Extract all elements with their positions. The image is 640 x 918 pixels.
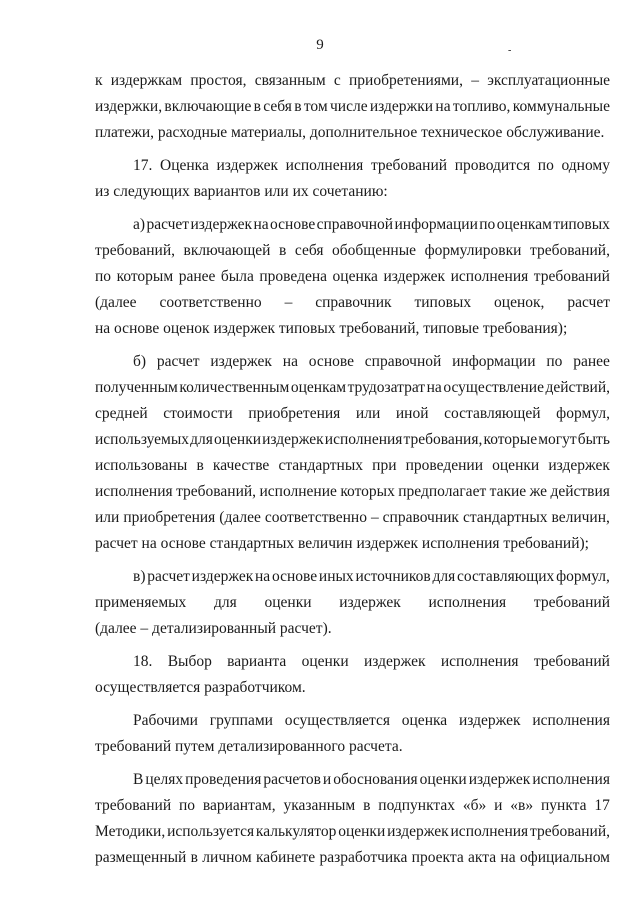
text-word: справочной — [316, 216, 394, 233]
text-word: официальном — [519, 849, 610, 866]
text-word: которых — [340, 483, 395, 500]
text-word: варианта — [227, 653, 287, 670]
text-word: иных — [318, 568, 354, 585]
text-word: включающие — [164, 98, 252, 115]
text-word: требований — [533, 268, 610, 285]
text-word: личном — [202, 849, 252, 866]
text-word: требований — [95, 797, 172, 814]
text-word: издержек — [387, 823, 449, 840]
text-word: исполнение — [259, 483, 337, 500]
text-line — [95, 819, 610, 845]
text-word: по — [537, 157, 554, 174]
text-word: – — [284, 294, 293, 311]
text-word: издержек — [191, 568, 254, 585]
text-word: оценка — [332, 268, 378, 285]
text-word: издержек — [383, 268, 446, 285]
text-word: на — [253, 216, 269, 233]
text-word: оценки — [264, 594, 312, 611]
text-word: исполнения — [532, 771, 610, 788]
text-word: и — [322, 771, 332, 788]
text-word: издержки — [369, 98, 434, 115]
text-word: составляющей — [444, 405, 541, 422]
text-word: которым — [116, 268, 174, 285]
text-word: В — [133, 771, 144, 788]
text-word: топливо, — [452, 98, 511, 115]
text-word: требований путем детализированного расчета. — [95, 738, 403, 755]
text-word: или — [95, 509, 120, 526]
text-word: требований, — [529, 242, 610, 259]
text-word: размещенный — [95, 849, 187, 866]
text-word: на — [282, 353, 298, 370]
text-word: исполнения — [428, 594, 507, 611]
text-word: а) — [133, 216, 146, 233]
text-word: справочник — [315, 294, 392, 311]
text-word: расчет — [146, 216, 190, 233]
text-word: используемых — [95, 431, 190, 448]
text-word: издержек — [190, 216, 253, 233]
text-word: исполнения — [450, 268, 529, 285]
text-word: Выбор — [167, 653, 212, 670]
text-word: на — [255, 568, 271, 585]
text-line — [95, 479, 610, 505]
text-word: могут — [538, 431, 577, 448]
text-word: приобретениями, — [349, 72, 463, 89]
text-word: Оценка — [160, 157, 209, 174]
text-word: том — [303, 98, 328, 115]
text-word: указанным — [283, 797, 356, 814]
text-word: в — [294, 98, 302, 115]
text-word: для — [432, 568, 456, 585]
text-word: издержек — [262, 431, 324, 448]
text-word: расчет на основе стандартных величин издержек исполнения требований); — [95, 535, 589, 552]
text-word: по — [479, 216, 496, 233]
text-word: расчет — [147, 568, 190, 585]
text-word: требований, — [176, 483, 257, 500]
text-word: оценки — [492, 457, 540, 474]
text-word: – — [471, 72, 479, 89]
text-line — [95, 316, 610, 342]
text-word: обобщенные — [332, 242, 417, 259]
text-word: издержек — [339, 594, 401, 611]
text-word: (далее — [95, 294, 137, 311]
text-word: приобретения — [123, 509, 216, 526]
text-word: типовых — [553, 216, 610, 233]
text-word: осуществление — [443, 379, 544, 396]
text-word: количественным — [179, 379, 290, 396]
text-word: исполнения — [324, 431, 403, 448]
text-word: оценкам — [290, 379, 347, 396]
text-word: информации — [452, 353, 536, 370]
text-word: числе — [329, 98, 368, 115]
text-line — [95, 708, 610, 734]
body-text — [95, 68, 610, 871]
text-word: платежи, расходные материалы, дополнительное техническое обслуживание. — [95, 124, 605, 141]
text-word: проводится — [454, 157, 531, 174]
text-word: которые — [483, 431, 538, 448]
text-line — [95, 238, 610, 264]
text-word: справочной — [364, 353, 442, 370]
text-word: «б» — [462, 797, 487, 814]
text-word: эксплуатационные — [487, 72, 610, 89]
text-word: одному — [561, 157, 610, 174]
text-word: соответственно — [159, 294, 262, 311]
text-word: требования, — [403, 431, 483, 448]
text-word: оценки — [301, 653, 349, 670]
text-word: требований — [370, 157, 448, 174]
text-word: (далее – детализированный расчет). — [95, 620, 332, 637]
text-line — [95, 564, 610, 590]
text-line — [95, 649, 610, 675]
text-word: в — [196, 457, 204, 474]
text-word: коммунальные — [512, 98, 610, 115]
text-word: издержек — [468, 771, 531, 788]
text-word: издержек — [363, 653, 426, 670]
text-word: по — [178, 797, 196, 814]
text-word: для — [190, 431, 213, 448]
text-word: требований — [533, 653, 610, 670]
text-word: на основе оценок издержек типовых требований, типовые требования); — [95, 320, 568, 337]
text-word: оценок, — [494, 294, 545, 311]
text-word: такие — [489, 483, 527, 500]
text-line — [95, 153, 610, 179]
text-word: б) — [133, 353, 147, 370]
text-word: подпунктах — [378, 797, 456, 814]
text-word: целях — [145, 771, 184, 788]
text-line — [95, 427, 610, 453]
text-word: на — [426, 379, 442, 396]
text-word: оценка — [401, 712, 448, 729]
text-word: связанным — [254, 72, 326, 89]
text-word: группами — [209, 712, 273, 729]
text-word: качестве — [212, 457, 270, 474]
text-word: использованы — [95, 457, 188, 474]
text-word: издержек — [216, 157, 279, 174]
text-word: расчет — [156, 353, 200, 370]
text-line — [95, 179, 610, 205]
text-word: в — [253, 98, 261, 115]
text-word: же — [529, 483, 548, 500]
text-word: проведена — [259, 268, 328, 285]
text-word: соответственно — [264, 509, 367, 526]
text-word: ранее — [178, 268, 216, 285]
text-word: быть — [577, 431, 610, 448]
text-word: пункта — [540, 797, 587, 814]
text-word: по — [546, 353, 563, 370]
text-line — [95, 453, 610, 479]
text-word: расчетов — [263, 771, 321, 788]
text-word: типовых — [414, 294, 472, 311]
text-word: стандартных — [462, 509, 548, 526]
text-word: себя — [263, 98, 292, 115]
text-line — [95, 120, 610, 146]
text-word: приобретения — [248, 405, 341, 422]
text-word: обоснования — [333, 771, 418, 788]
text-word: кабинете — [256, 849, 316, 866]
text-word: источников — [355, 568, 431, 585]
text-word: проведении — [405, 457, 483, 474]
text-word: – — [370, 509, 379, 526]
text-word: формулировки — [424, 242, 522, 259]
page-number: 9 — [316, 37, 324, 53]
text-line — [95, 290, 610, 316]
text-word: осуществляется — [284, 712, 390, 729]
text-word: в — [190, 849, 198, 866]
text-word: полученным — [95, 379, 178, 396]
text-word: (далее — [219, 509, 261, 526]
text-word: Рабочими — [133, 712, 198, 729]
text-word: проекта — [411, 849, 464, 866]
text-word: стоимости — [163, 405, 233, 422]
text-line — [95, 531, 610, 557]
text-line — [95, 505, 610, 531]
text-word: исполнения — [450, 823, 529, 840]
text-word: калькулятор — [255, 823, 337, 840]
text-word: была — [220, 268, 254, 285]
text-word: издержек — [458, 712, 521, 729]
text-word: издержек — [210, 353, 272, 370]
text-word: для — [214, 594, 237, 611]
text-word: оценки — [213, 431, 262, 448]
text-word: основе — [308, 353, 354, 370]
text-line — [95, 616, 610, 642]
text-word: себя — [294, 242, 324, 259]
text-line — [95, 94, 610, 120]
text-word: предполагает — [398, 483, 487, 500]
text-word: Методики, — [95, 823, 166, 840]
text-word: проведения — [185, 771, 262, 788]
text-line — [95, 212, 610, 238]
text-line — [95, 767, 610, 793]
text-word: к — [95, 72, 103, 89]
text-word: основе — [270, 216, 316, 233]
text-word: 18. — [133, 653, 153, 670]
text-word: акта — [468, 849, 497, 866]
text-line — [95, 349, 610, 375]
text-line — [95, 375, 610, 401]
corner-mark: - — [508, 45, 512, 56]
text-word: вариантам, — [202, 797, 276, 814]
text-word: действий, — [545, 379, 610, 396]
text-line — [95, 401, 610, 427]
text-word: при — [372, 457, 397, 474]
text-word: исполнения — [440, 653, 519, 670]
text-word: исполнения — [532, 712, 610, 729]
text-word: 17. — [133, 157, 153, 174]
text-word: применяемых — [95, 594, 187, 611]
text-line — [95, 793, 610, 819]
text-line — [95, 590, 610, 616]
text-word: осуществляется разработчиком. — [95, 679, 306, 696]
text-word: ранее — [573, 353, 610, 370]
text-word: издержкам — [110, 72, 183, 89]
text-word: справочник — [382, 509, 459, 526]
text-word: по — [95, 268, 112, 285]
text-word: оценкам — [496, 216, 552, 233]
text-word: с — [333, 72, 341, 89]
text-word: требований — [533, 594, 610, 611]
text-word: простоя, — [190, 72, 247, 89]
text-word: «в» — [510, 797, 534, 814]
text-word: разработчика — [319, 849, 408, 866]
text-word: иной — [395, 405, 429, 422]
text-word: в — [363, 797, 371, 814]
text-word: стандартных — [278, 457, 364, 474]
text-word: составляющих — [457, 568, 555, 585]
text-word: на — [435, 98, 451, 115]
text-word: информации — [394, 216, 478, 233]
text-line — [95, 68, 610, 94]
text-word: исполнения — [285, 157, 364, 174]
text-line — [95, 264, 610, 290]
text-word: требований, — [95, 242, 175, 259]
text-line — [95, 675, 610, 701]
text-word: исполнения — [95, 483, 173, 500]
text-word: требований, — [530, 823, 610, 840]
text-word: формул, — [556, 568, 610, 585]
text-word: оценки — [338, 823, 386, 840]
text-word: из следующих вариантов или их сочетанию: — [95, 183, 388, 200]
text-line — [95, 845, 610, 871]
text-word: в) — [133, 568, 146, 585]
text-word: формул, — [556, 405, 610, 422]
text-word: 17 — [594, 797, 610, 814]
text-word: включающей — [183, 242, 271, 259]
text-word: расчет — [567, 294, 610, 311]
text-word: или — [355, 405, 381, 422]
text-word: оценки — [419, 771, 467, 788]
text-line — [95, 734, 610, 760]
text-word: используется — [167, 823, 255, 840]
text-word: издержек — [548, 457, 610, 474]
text-word: основе — [271, 568, 318, 585]
text-word: величин, — [551, 509, 610, 526]
text-word: издержки, — [95, 98, 163, 115]
text-word: средней — [95, 405, 148, 422]
text-word: и — [494, 797, 503, 814]
text-word: трудозатрат — [347, 379, 426, 396]
text-word: действия — [550, 483, 610, 500]
text-word: на — [500, 849, 516, 866]
text-word: в — [279, 242, 287, 259]
